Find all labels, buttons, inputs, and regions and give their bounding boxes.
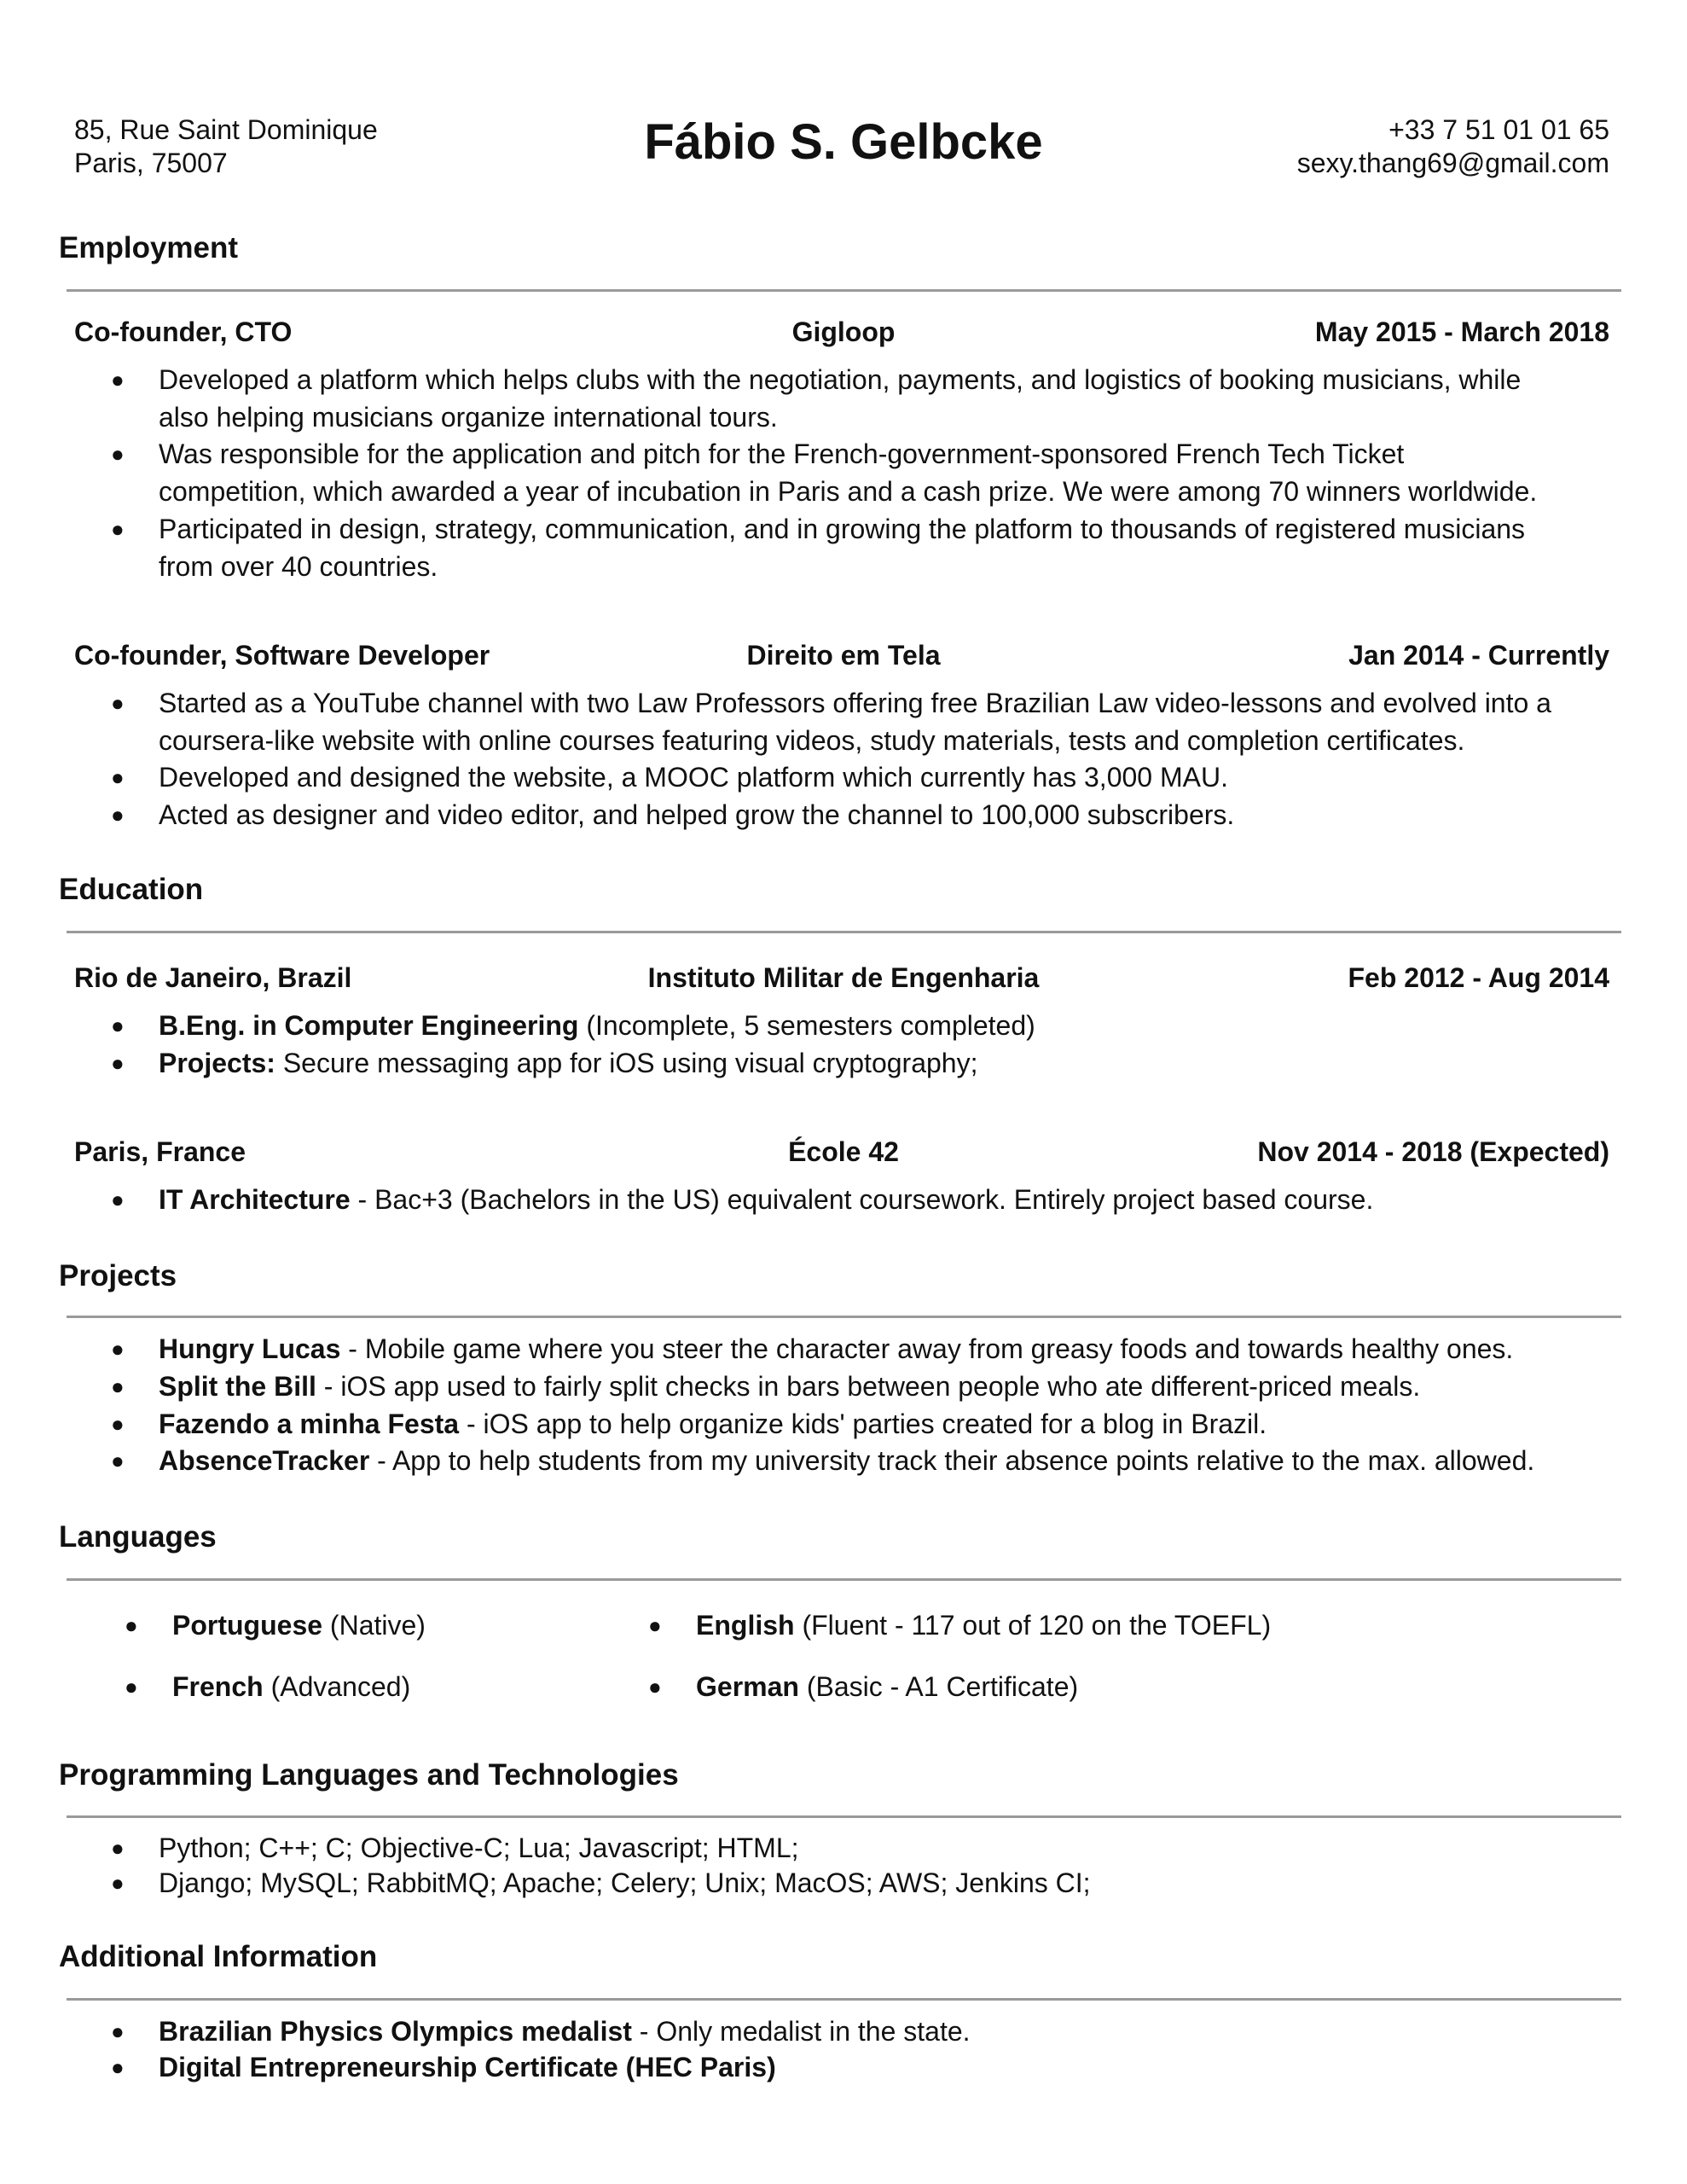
school-location: Rio de Janeiro, Brazil bbox=[74, 962, 352, 993]
bullet-icon: ● bbox=[111, 1050, 125, 1076]
bullet-icon: ● bbox=[648, 1674, 662, 1699]
job-role: Co-founder, CTO bbox=[74, 317, 293, 347]
school-dates: Feb 2012 - Aug 2014 bbox=[1348, 962, 1609, 993]
bullet-icon: ● bbox=[111, 2054, 125, 2080]
bullet-icon: ● bbox=[111, 516, 125, 542]
email: sexy.thang69@gmail.com bbox=[1296, 148, 1609, 178]
phone: +33 7 51 01 01 65 bbox=[1388, 114, 1609, 145]
bullet-icon: ● bbox=[125, 1674, 138, 1699]
bullet-icon: ● bbox=[111, 1187, 125, 1212]
job-header bbox=[74, 636, 1609, 674]
school-name: Instituto Militar de Engenharia bbox=[647, 962, 1040, 993]
section-projects-title: Projects bbox=[59, 1259, 177, 1292]
bullet-icon: ● bbox=[111, 1013, 125, 1038]
job-company: Direito em Tela bbox=[746, 640, 941, 671]
job-dates: May 2015 - March 2018 bbox=[1314, 317, 1609, 347]
bullet-icon: ● bbox=[111, 441, 125, 467]
bullet-icon: ● bbox=[111, 1835, 125, 1861]
school-location: Paris, France bbox=[74, 1136, 246, 1167]
section-education-title: Education bbox=[59, 873, 204, 906]
bullet-icon: ● bbox=[111, 1336, 125, 1362]
bullet-icon: ● bbox=[111, 1448, 125, 1473]
bullet-icon: ● bbox=[648, 1612, 662, 1638]
address-line-1: 85, Rue Saint Dominique bbox=[74, 114, 378, 145]
school-header bbox=[74, 959, 1609, 996]
bullet-icon: ● bbox=[111, 367, 125, 392]
bullet-icon: ● bbox=[111, 2018, 125, 2044]
job-header bbox=[74, 313, 1609, 351]
school-header bbox=[74, 1133, 1609, 1170]
job-dates: Jan 2014 - Currently bbox=[1348, 640, 1609, 671]
divider bbox=[67, 1998, 1621, 2001]
divider bbox=[67, 289, 1621, 292]
address-line-2: Paris, 75007 bbox=[74, 148, 228, 178]
divider bbox=[67, 1578, 1621, 1581]
school-dates: Nov 2014 - 2018 (Expected) bbox=[1257, 1136, 1609, 1167]
school-name: École 42 bbox=[788, 1136, 899, 1167]
job-company: Gigloop bbox=[791, 317, 896, 347]
bullet-icon: ● bbox=[111, 1374, 125, 1399]
section-additional-title: Additional Information bbox=[59, 1940, 378, 1973]
divider bbox=[67, 1316, 1621, 1318]
section-employment-title: Employment bbox=[59, 231, 239, 264]
section-languages-title: Languages bbox=[59, 1520, 217, 1554]
bullet-icon: ● bbox=[111, 764, 125, 790]
divider bbox=[67, 931, 1621, 933]
bullet-icon: ● bbox=[125, 1612, 138, 1638]
bullet-icon: ● bbox=[111, 690, 125, 716]
candidate-name: Fábio S. Gelbcke bbox=[644, 114, 1043, 170]
divider bbox=[67, 1815, 1621, 1818]
bullet-icon: ● bbox=[111, 1411, 125, 1437]
bullet-icon: ● bbox=[111, 802, 125, 828]
bullet-icon: ● bbox=[111, 1870, 125, 1896]
job-role: Co-founder, Software Developer bbox=[74, 640, 490, 671]
section-programming-title: Programming Languages and Technologies bbox=[59, 1758, 679, 1792]
